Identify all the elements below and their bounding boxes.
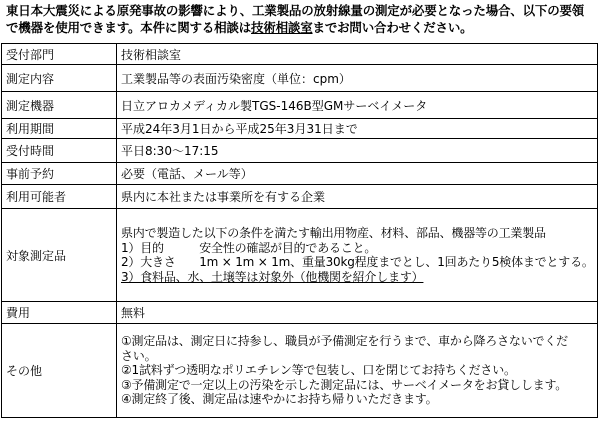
- table-row: [2, 119, 598, 139]
- table-row: [2, 163, 598, 185]
- row-label: 対象測定品: [2, 209, 117, 302]
- row-label: その他: [2, 324, 117, 418]
- table-row: [2, 44, 598, 65]
- row-value: 必要（電話、メール等）: [117, 163, 598, 185]
- table-row: [2, 65, 598, 92]
- row-value: 工業製品等の表面汚染密度（単位：cpm）: [117, 65, 598, 92]
- table-row: [2, 302, 598, 324]
- row-value: 技術相談室: [117, 44, 598, 65]
- other-line: さい。: [121, 348, 157, 363]
- table-row: [2, 139, 598, 163]
- row-label: 測定内容: [2, 65, 117, 92]
- consultation-office-link[interactable]: 技術相談室: [251, 20, 313, 35]
- target-items-value: [117, 209, 598, 302]
- row-label: 受付時間: [2, 139, 117, 163]
- info-table: [1, 43, 598, 418]
- row-value: 平日8:30～17:15: [117, 139, 598, 163]
- row-label: 測定機器: [2, 92, 117, 119]
- row-value: 平成24年3月1日から平成25年3月31日まで: [117, 119, 598, 139]
- row-label: 事前予約: [2, 163, 117, 185]
- intro-paragraph: [6, 2, 596, 36]
- row-label: 受付部門: [2, 44, 117, 65]
- other-line: ①測定品は、測定日に持参し、職員が予備測定を行うまで、車から降ろさないでくだ: [121, 334, 568, 349]
- row-label: 利用期間: [2, 119, 117, 139]
- target-line: 県内で製造した以下の条件を満たす輸出用物産、材料、部品、機器等の工業製品: [121, 226, 546, 240]
- target-line: 2）大きさ 1m × 1m × 1m、重量30kg程度までとし、1回あたり5検体までとする。: [121, 255, 594, 269]
- row-label: 費用: [2, 302, 117, 324]
- target-line: 1）目的 安全性の確認が目的であること。: [121, 240, 377, 255]
- other-value: [117, 324, 598, 418]
- row-value: 無料: [117, 302, 598, 324]
- table-row: [2, 92, 598, 119]
- row-label: 利用可能者: [2, 185, 117, 209]
- target-line-excluded: 3）食料品、水、土壌等は対象外（他機関を紹介します）: [121, 269, 424, 284]
- other-line: ③予備測定で一定以上の汚染を示した測定品には、サーベイメータをお貸しします。: [121, 377, 568, 392]
- table-row-other: [2, 324, 598, 418]
- other-line: ④測定終了後、測定品は速やかにお持ち帰りいただきます。: [121, 392, 438, 407]
- table-row: [2, 185, 598, 209]
- table-row-target-items: [2, 209, 598, 302]
- intro-text-after: までお問い合わせください。: [312, 20, 473, 35]
- row-value: 県内に本社または事業所を有する企業: [117, 185, 598, 209]
- intro-text-before: 東日本大震災による原発事故の影響により、工業製品の放射線量の測定が必要となった場合、以下の要領で機器を使用できます。本件に関する相談は: [6, 3, 585, 35]
- row-value: 日立アロカメディカル製TGS-146B型GMサーベイメータ: [117, 92, 598, 119]
- other-line: ②1試料ずつ透明なポリエチレン等で包装し、口を閉じてお持ちください。: [121, 363, 516, 378]
